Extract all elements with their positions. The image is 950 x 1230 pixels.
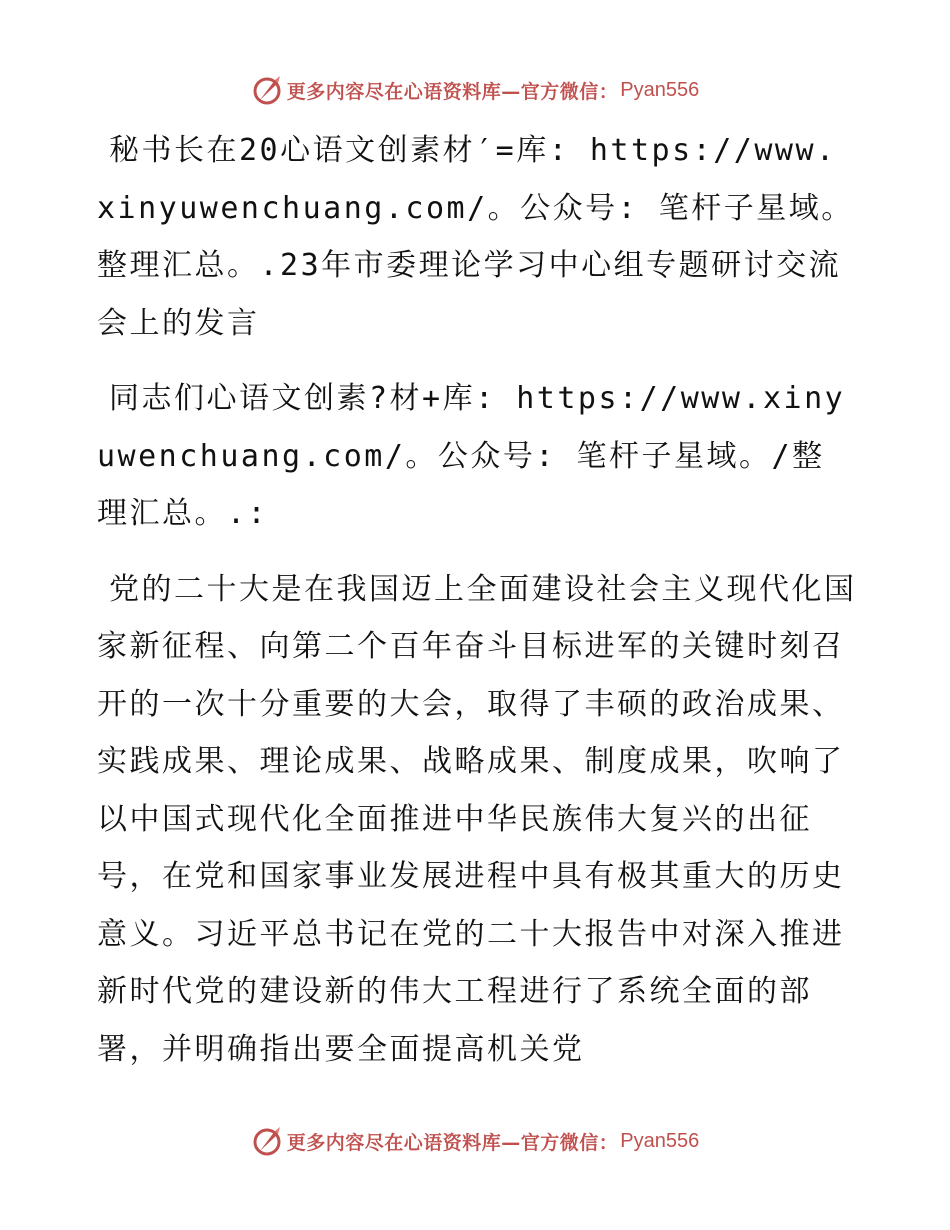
document-body [97,122,857,1078]
banner-wechat-id: Pyan556 [620,78,700,101]
paragraph-title: 秘书长在20心语文创素材′=库: https://www.xinyuwenchuang.com/。公众号: 笔杆子星域。整理汇总。.23年市委理论学习中心组专题研讨交流会上的发言 [97,133,854,341]
paragraph-body: 党的二十大是在我国迈上全面建设社会主义现代化国家新征程、向第二个百年奋斗目标进军的关键时刻召开的一次十分重要的大会，取得了丰硕的政治成果、实践成果、理论成果、战略成果、制度成果，吹响了以中国式现代化全面推进中华民族伟大复兴的出征号，在党和国家事业发展进程中具有极其重大的历史意义。习近平总书记在党的二十大报告中对深入推进新时代党的建设新的伟大工程进行了系统全面的部署，并明确指出要全面提高机关党 [97,571,857,1067]
footer-banner [0,1121,950,1161]
banner-text: 更多内容尽在心语资料库—官方微信： [286,80,619,103]
header-banner [0,70,950,110]
paragraph-greeting: 同志们心语文创素?材+库: https://www.xinyuwenchuang.com/。公众号: 笔杆子星域。/整理汇总。.: [97,381,846,531]
banner-wechat-id: Pyan556 [620,1129,700,1152]
banner-text: 更多内容尽在心语资料库—官方微信： [286,1131,619,1154]
quill-logo-icon [251,1125,283,1157]
quill-logo-icon [251,74,283,106]
